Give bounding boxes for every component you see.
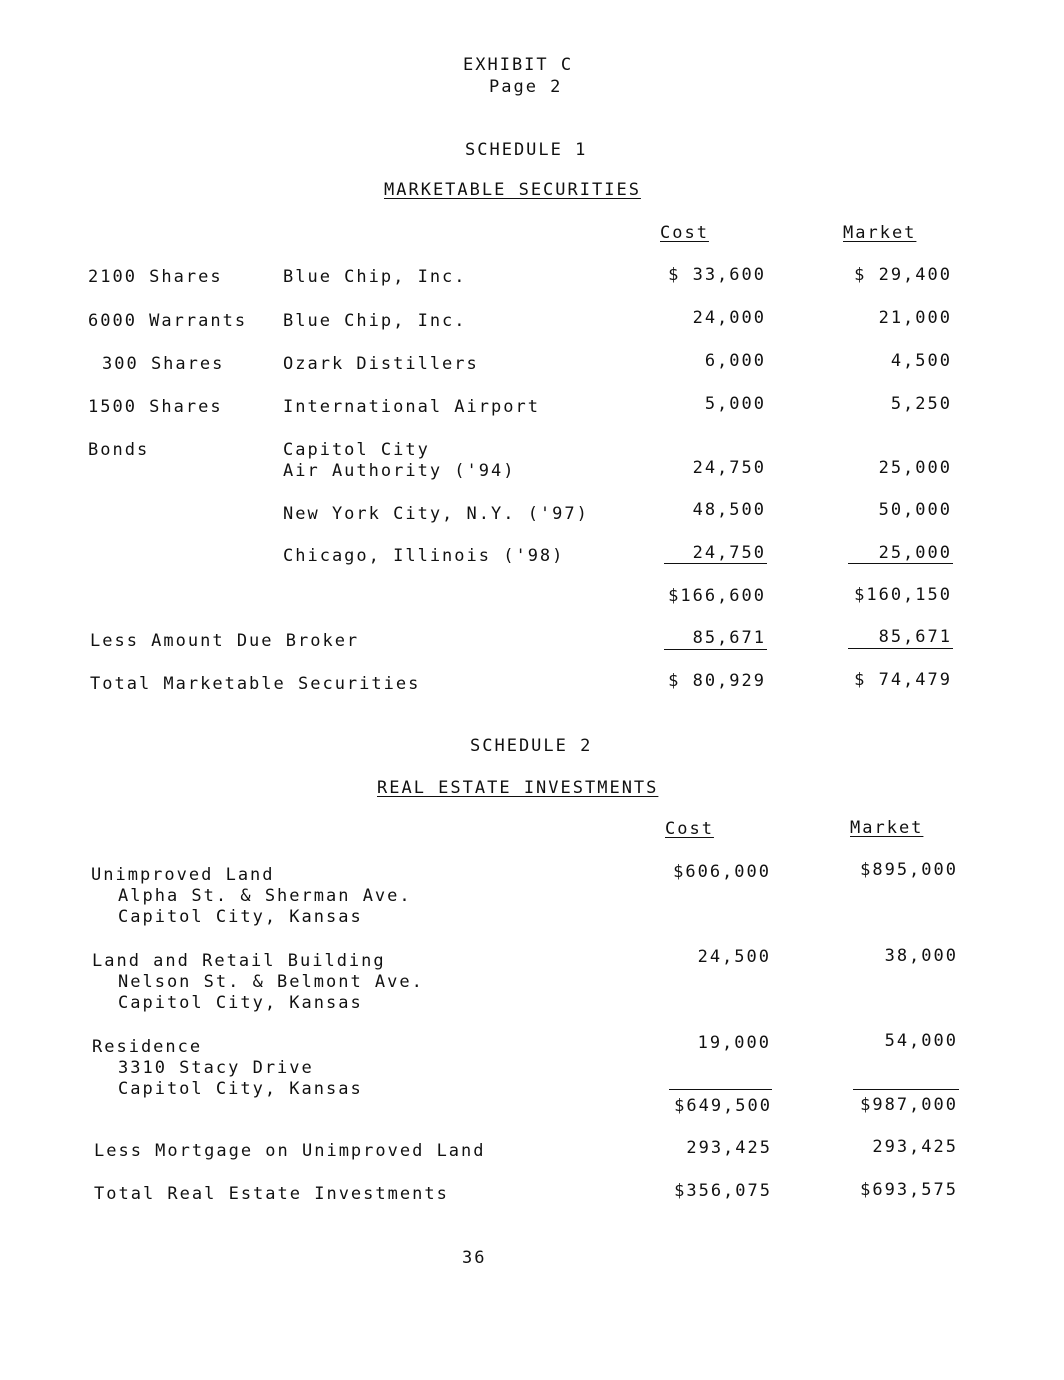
s1-row2-market: 21,000 [878, 308, 952, 328]
s2-row1-line3: Capitol City, Kansas [118, 907, 363, 927]
s1-row7-cost: 24,750 [692, 543, 766, 563]
s2-row2-line3: Capitol City, Kansas [118, 993, 363, 1013]
schedule2-col-market: Market [850, 818, 924, 838]
s2-less-market: 293,425 [872, 1137, 958, 1157]
s1-row1-market: $ 29,400 [854, 265, 952, 285]
s1-total-label: Total Marketable Securities [90, 674, 421, 694]
s1-rule-cost-2 [664, 649, 767, 650]
s2-rule-cost [669, 1089, 772, 1090]
s1-row4-cost: 5,000 [704, 394, 766, 414]
s2-row2-line1: Land and Retail Building [92, 951, 386, 971]
s2-total-cost: $356,075 [674, 1181, 772, 1201]
s2-total-market: $693,575 [860, 1180, 958, 1200]
s1-row5-cost: 24,750 [692, 458, 766, 478]
s1-row3-desc: Ozark Distillers [283, 354, 479, 374]
s1-row2-desc: Blue Chip, Inc. [283, 311, 467, 331]
s1-rule-market-2 [848, 648, 953, 649]
s1-total-cost: $ 80,929 [668, 671, 766, 691]
s2-subtotal-cost: $649,500 [674, 1096, 772, 1116]
s1-row3-market: 4,500 [890, 351, 952, 371]
s1-row2-cost: 24,000 [692, 308, 766, 328]
s1-row5-desc2: Air Authority ('94) [283, 461, 516, 481]
s1-row4-market: 5,250 [890, 394, 952, 414]
s2-rule-market [853, 1089, 959, 1090]
s1-less-label: Less Amount Due Broker [90, 631, 360, 651]
s1-row7-market: 25,000 [878, 543, 952, 563]
s1-subtotal-cost: $166,600 [668, 586, 766, 606]
s1-less-cost: 85,671 [692, 628, 766, 648]
schedule2-col-cost: Cost [665, 819, 714, 839]
s2-row3-line1: Residence [92, 1037, 203, 1057]
s2-row1-cost: $606,000 [673, 862, 771, 882]
s2-row2-market: 38,000 [884, 946, 958, 966]
schedule1-title: MARKETABLE SECURITIES [384, 180, 641, 200]
schedule1-col-market: Market [843, 223, 917, 243]
s1-row1-desc: Blue Chip, Inc. [283, 267, 467, 287]
s1-row6-cost: 48,500 [692, 500, 766, 520]
schedule1-col-cost: Cost [660, 223, 709, 243]
s2-row3-cost: 19,000 [697, 1033, 771, 1053]
s2-row3-line2: 3310 Stacy Drive [118, 1058, 314, 1078]
page-number: 36 [462, 1248, 487, 1268]
schedule2-title: REAL ESTATE INVESTMENTS [377, 778, 659, 798]
s1-subtotal-market: $160,150 [854, 585, 952, 605]
s1-row5-market: 25,000 [878, 458, 952, 478]
s2-row2-line2: Nelson St. & Belmont Ave. [118, 972, 424, 992]
s1-row6-market: 50,000 [878, 500, 952, 520]
s1-row4-qty: 1500 Shares [88, 397, 223, 417]
s1-rule-market-1 [848, 563, 953, 564]
s1-total-market: $ 74,479 [854, 670, 952, 690]
exhibit-title: EXHIBIT C [463, 55, 574, 75]
s1-row2-qty: 6000 Warrants [88, 311, 248, 331]
s2-row1-market: $895,000 [860, 860, 958, 880]
s1-row5-qty: Bonds [88, 440, 150, 460]
s1-less-market: 85,671 [878, 627, 952, 647]
s2-less-label: Less Mortgage on Unimproved Land [94, 1141, 486, 1161]
s1-row7-desc: Chicago, Illinois ('98) [283, 546, 565, 566]
s1-row6-desc: New York City, N.Y. ('97) [283, 504, 589, 524]
s2-subtotal-market: $987,000 [860, 1095, 958, 1115]
s2-row2-cost: 24,500 [697, 947, 771, 967]
s1-row4-desc: International Airport [283, 397, 540, 417]
s1-row5-desc: Capitol City [283, 440, 430, 460]
s2-row3-market: 54,000 [884, 1031, 958, 1051]
s2-row1-line2: Alpha St. & Sherman Ave. [118, 886, 412, 906]
s2-row3-line3: Capitol City, Kansas [118, 1079, 363, 1099]
s1-row3-qty: 300 Shares [102, 354, 225, 374]
s2-less-cost: 293,425 [686, 1138, 772, 1158]
s1-row1-cost: $ 33,600 [668, 265, 766, 285]
schedule1-label: SCHEDULE 1 [465, 140, 588, 160]
s1-rule-cost-1 [664, 563, 767, 564]
s2-row1-line1: Unimproved Land [91, 865, 275, 885]
s2-total-label: Total Real Estate Investments [94, 1184, 449, 1204]
s1-row3-cost: 6,000 [704, 351, 766, 371]
schedule2-label: SCHEDULE 2 [470, 736, 593, 756]
s1-row1-qty: 2100 Shares [88, 267, 223, 287]
page-label: Page 2 [489, 77, 563, 97]
